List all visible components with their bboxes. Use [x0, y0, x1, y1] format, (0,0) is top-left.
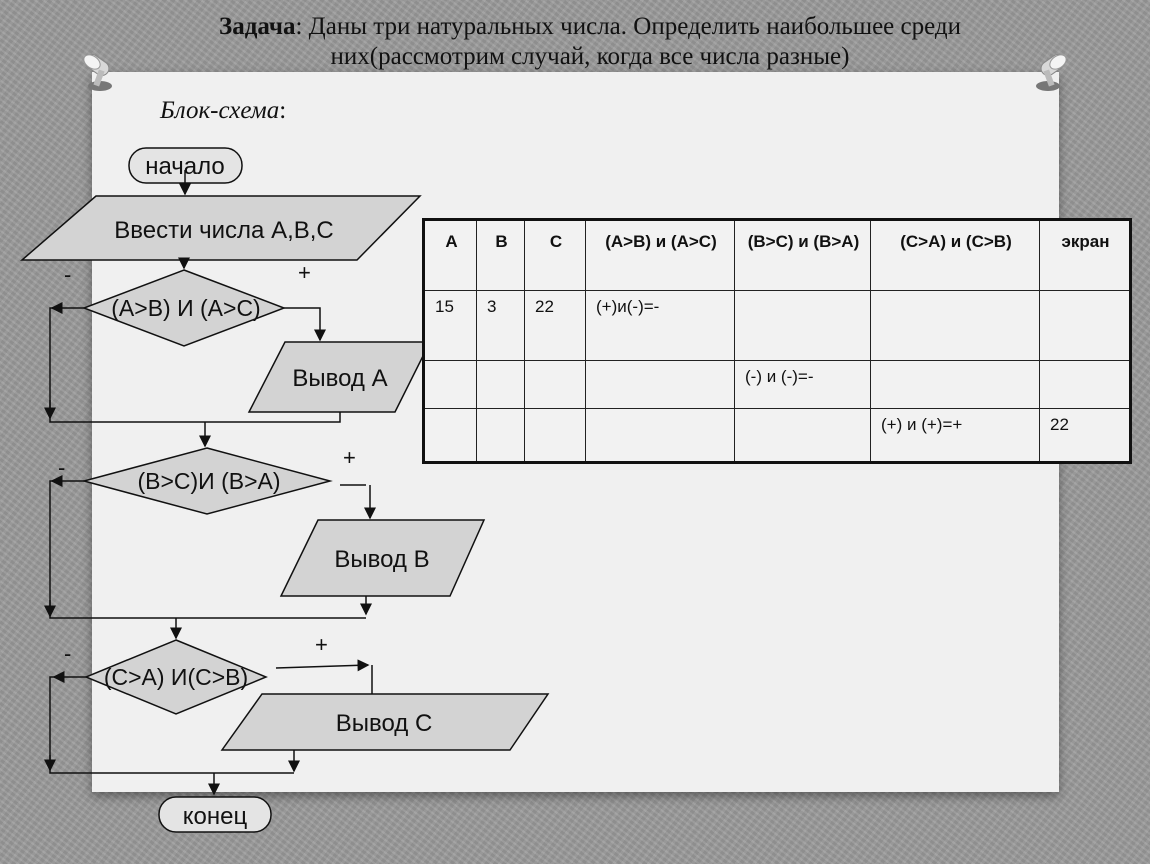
table-cell	[1040, 361, 1131, 409]
table-cell: (+)и(-)=-	[586, 291, 735, 361]
col-header-cond3: (С>А) и (С>В)	[871, 220, 1040, 291]
decision-1-no-sign: -	[64, 262, 72, 287]
table-cell	[477, 361, 525, 409]
task-line-2: них(рассмотрим случай, когда все числа разные)	[330, 43, 850, 70]
table-header-row	[424, 220, 1131, 291]
col-header-cond1: (А>В) и (А>С)	[586, 220, 735, 291]
decision-1-yes-sign: +	[298, 260, 311, 285]
table-row	[424, 291, 1131, 361]
table-cell: 22	[525, 291, 586, 361]
decision-1-label: (А>В) И (А>С)	[111, 295, 261, 321]
table-cell	[424, 361, 477, 409]
col-header-a: А	[424, 220, 477, 291]
table-cell	[735, 409, 871, 463]
output-b-label: Вывод В	[334, 546, 430, 573]
table-cell	[525, 409, 586, 463]
table-cell: (-) и (-)=-	[735, 361, 871, 409]
col-header-b: В	[477, 220, 525, 291]
decision-2-yes-sign: +	[343, 445, 356, 470]
table-cell	[424, 409, 477, 463]
table-cell	[586, 409, 735, 463]
start-label: начало	[145, 153, 225, 180]
col-header-c: С	[525, 220, 586, 291]
table-cell	[735, 291, 871, 361]
table-cell: 15	[424, 291, 477, 361]
trace-table	[422, 218, 1132, 464]
task-label: Задача	[219, 13, 296, 40]
decision-3-label: (С>А) И(С>В)	[103, 664, 249, 690]
table-cell	[871, 291, 1040, 361]
table-cell	[477, 409, 525, 463]
table-cell	[1040, 291, 1131, 361]
col-header-cond2: (В>С) и (В>А)	[735, 220, 871, 291]
table-cell: 3	[477, 291, 525, 361]
flowchart-heading-label: Блок-схема	[160, 97, 280, 124]
output-c-label: Вывод С	[335, 710, 433, 737]
flowchart-heading-colon: :	[279, 97, 287, 124]
table-row	[424, 361, 1131, 409]
table-cell	[586, 361, 735, 409]
output-a-label: Вывод А	[292, 365, 388, 392]
input-label: Ввести числа А,В,С	[114, 217, 334, 244]
table-cell	[871, 361, 1040, 409]
table-row	[424, 409, 1131, 463]
table-cell	[525, 361, 586, 409]
table-cell: (+) и (+)=+	[871, 409, 1040, 463]
table-cell: 22	[1040, 409, 1131, 463]
decision-2-no-sign: -	[58, 455, 66, 480]
decision-2-label: (В>С)И (В>А)	[137, 468, 281, 494]
task-line-1: : Даны три натуральных числа. Определить наибольшее среди	[295, 13, 961, 40]
decision-3-yes-sign: +	[315, 632, 328, 657]
decision-3-no-sign: -	[64, 641, 72, 666]
col-header-screen: экран	[1040, 220, 1131, 291]
end-label: конец	[182, 803, 248, 830]
